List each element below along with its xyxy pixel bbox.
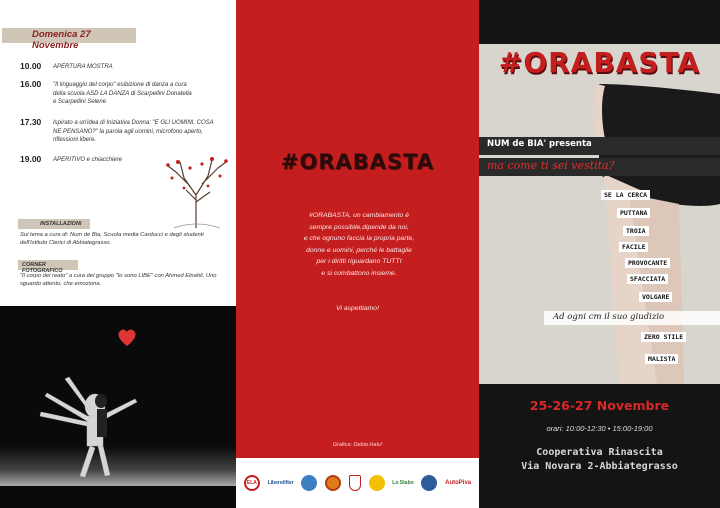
installazioni-label: INSTALLAZIONI	[18, 219, 90, 229]
venue-name: Cooperativa Rinascita	[536, 447, 663, 458]
schedule-text: Ispirato a un'idea di Iniziativa Donna: "E GLI UOMINI, COSA NE PENSANO?" la parola agli uomini, microfono aperto, riflessioni libere.	[53, 120, 214, 143]
schedule-text: "Il linguaggio del corpo" esibizione di danza a cura della scuola ASD LA DANZA di Scarpellini Donatella e Scarpellini Selene	[53, 82, 192, 105]
schedule-time: 10.00	[20, 61, 42, 71]
presenter-text: NUM de BIA' presenta	[487, 139, 592, 149]
leg-word: PROVOCANTE	[625, 258, 670, 268]
leg-word: TROIA	[623, 226, 649, 236]
venue-address: Via Novara 2-Abbiategrasso	[521, 461, 678, 472]
heart-tree-illustration	[160, 150, 232, 230]
leg-word: SFACCIATA	[627, 274, 668, 284]
sponsor-logo: Lo Stabo	[392, 480, 414, 486]
middle-title: #ORABASTA	[280, 150, 435, 174]
sponsor-logo	[349, 475, 361, 491]
middle-body	[264, 210, 454, 279]
main-title: #ORABASTA	[498, 46, 701, 79]
schedule-time: 19.00	[20, 154, 42, 164]
schedule-time: 17.30	[20, 117, 42, 127]
closing-text: Vi aspettiamo!	[336, 305, 379, 312]
dancers-silhouette	[35, 371, 155, 481]
heart-icon	[116, 326, 138, 348]
graphics-credit: Grafica: Debia Halu!	[332, 442, 383, 448]
sponsor-logo	[325, 475, 341, 491]
schedule-text: APERTURA MOSTRA	[53, 64, 113, 70]
body-line: e si combattono insieme.	[321, 269, 397, 277]
corner-text: "Il corpo del reato" a cura del gruppo "Io sono LIBE" con Ahmed Elnahli. Uno sguardo attento, che emoziona.	[20, 273, 217, 287]
sponsor-logo	[369, 475, 385, 491]
tagline: Ad ogni cm il suo giudizio	[553, 312, 665, 322]
day-label: Domenica 27 Novembre	[2, 28, 136, 43]
leg-word: SE LA CERCA	[601, 190, 650, 200]
leg-word: PUTTANA	[617, 208, 650, 218]
dance-photo	[0, 306, 236, 508]
subtitle: ma come ti sei vestita?	[487, 159, 615, 172]
event-dates: 25-26-27 Novembre	[529, 398, 670, 413]
sponsor-logos	[236, 458, 479, 508]
installazioni-text: Sul tema a cura di: Num de Bia, Scuola media Carducci e degli studenti dell'Istituto Clerici di Abbiategrasso.	[20, 232, 204, 246]
body-line: e che ognuno faccia la propria parte,	[303, 235, 415, 242]
sponsor-logo: ELA	[244, 475, 260, 491]
venue	[479, 446, 720, 474]
left-panel	[0, 0, 236, 508]
event-hours: orari: 10:00-12:30 • 15:00-19:00	[546, 424, 653, 433]
sponsor-logo	[421, 475, 437, 491]
leg-word: FACILE	[619, 242, 648, 252]
leg-word: VOLGARE	[639, 292, 672, 302]
body-line: donne e uomini, perché le battaglie	[306, 246, 412, 254]
middle-panel	[236, 0, 479, 508]
right-panel	[479, 0, 720, 508]
leg-word: ZERO STILE	[641, 332, 686, 342]
sponsor-logo: Liberolifter	[267, 480, 294, 486]
body-line: per i diritti riguardano TUTTI	[316, 258, 402, 265]
body-line: sempre possibile,dipende da noi,	[309, 223, 409, 231]
schedule-time: 16.00	[20, 79, 42, 89]
schedule-text: APERITIVO e chiacchiere	[53, 157, 123, 163]
sponsor-logo	[301, 475, 317, 491]
corner-label: CORNER FOTOGRAFICO	[18, 260, 78, 270]
body-line: #ORABASTA, un cambiamento è	[309, 212, 409, 219]
sponsor-logo: AutoPiva	[445, 480, 472, 486]
leg-word: MALISTA	[645, 354, 678, 364]
